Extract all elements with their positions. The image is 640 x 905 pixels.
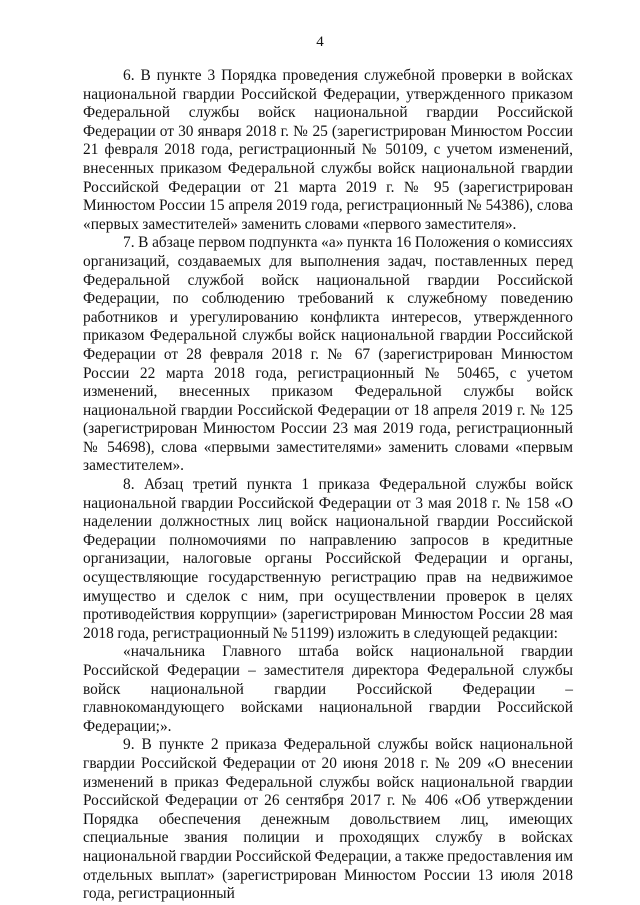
paragraph-item-7: 7. В абзаце первом подпункта «а» пункта 16 Положения о комиссиях организаций, создаваемых для выполнения задач, поставленных перед Федеральной службой войск национальной гвардии Российской Федерации, по соблюдению требований к служебному поведению работников и урегулированию конфликта интересов, утвержденного приказом Федеральной службы войск национальной гвардии Российской Федерации от 28 февраля 2018 г. № 67 (зарегистрирован Минюстом России 22 марта 2018 года, регистрационный № 50465, с учетом изменений, внесенных приказом Федеральной службы войск национальной гвардии Российской Федерации от 18 апреля 2019 г. № 125 (зарегистрирован Минюстом России 23 мая 2019 года, регистрационный № 54698), слова «первыми заместителями» заменить словами «первым заместителем». [83, 234, 573, 475]
paragraph-item-9: 9. В пункте 2 приказа Федеральной службы войск национальной гвардии Российской Федерации от 20 июня 2018 г. № 209 «О внесении изменений в приказ Федеральной службы войск национальной гвардии Российской Федерации от 26 сентября 2017 г. № 406 «Об утверждении Порядка обеспечения денежным довольствием лиц, имеющих специальные звания полиции и проходящих службу в войсках национальной гвардии Российской Федерации, а также предоставления им отдельных выплат» (зарегистрирован Минюстом России 13 июля 2018 года, регистрационный [83, 736, 573, 903]
paragraph-quote: «начальника Главного штаба войск национальной гвардии Российской Федерации – заместителя директора Федеральной службы войск национальной гвардии Российской Федерации – главнокомандующего войсками национальной гвардии Российской Федерации;». [83, 643, 573, 735]
paragraph-item-6: 6. В пункте 3 Порядка проведения служебной проверки в войсках национальной гвардии Российской Федерации, утвержденного приказом Федеральной службы войск национальной гвардии Российской Федерации от 30 января 2018 г. № 25 (зарегистрирован Минюстом России 21 февраля 2018 года, регистрационный № 50109, с учетом изменений, внесенных приказом Федеральной службы войск национальной гвардии Российской Федерации от 21 марта 2019 г. № 95 (зарегистрирован Минюстом России 15 апреля 2019 года, регистрационный № 54386), слова «первых заместителей» заменить словами «первого заместителя». [83, 67, 573, 233]
page-number: 4 [316, 34, 324, 50]
document-body [83, 67, 573, 904]
paragraph-item-8: 8. Абзац третий пункта 1 приказа Федеральной службы войск национальной гвардии Российской Федерации от 3 мая 2018 г. № 158 «О наделении должностных лиц войск национальной гвардии Российской Федерации полномочиями по направлению запросов в кредитные организации, налоговые органы Российской Федерации и органы, осуществляющие государственную регистрацию прав на недвижимое имущество и сделок с ним, при осуществлении проверок в целях противодействия коррупции» (зарегистрирован Минюстом России 28 мая 2018 года, регистрационный № 51199) изложить в следующей редакции: [83, 476, 573, 642]
